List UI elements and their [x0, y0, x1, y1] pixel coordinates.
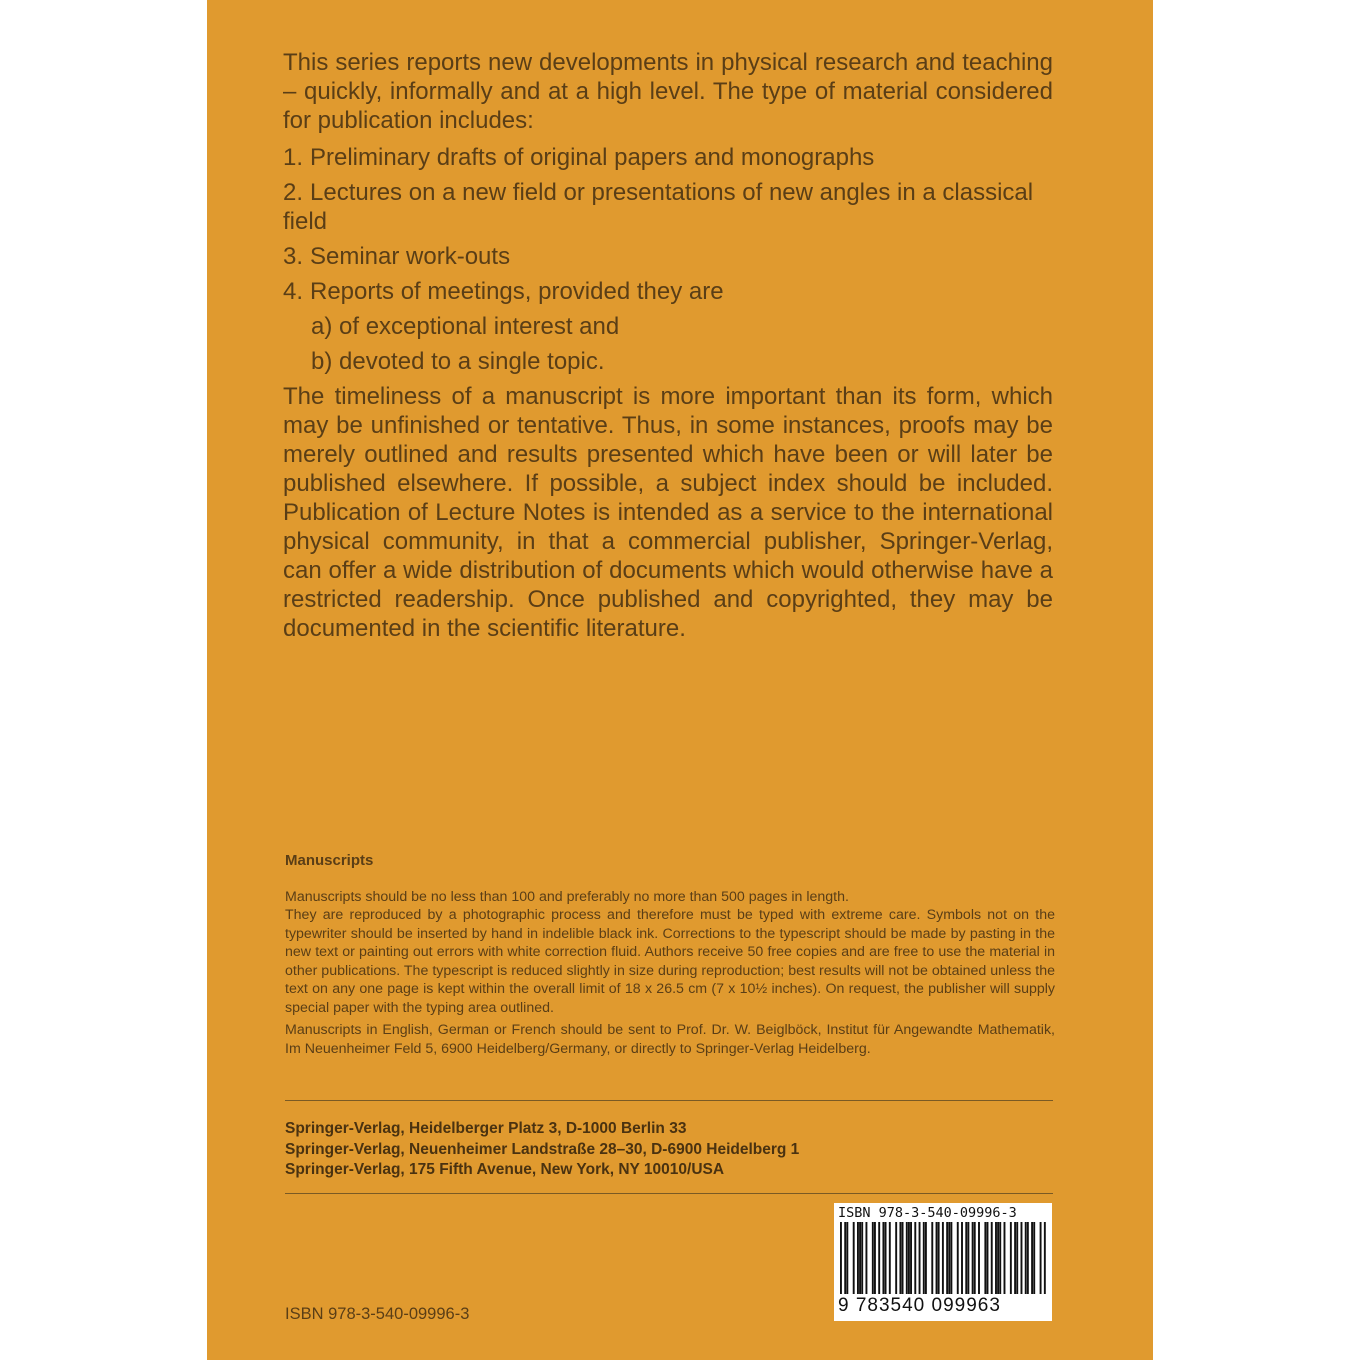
manuscripts-length: Manuscripts should be no less than 100 and preferably no more than 500 pages in length.: [285, 888, 849, 905]
barcode-bar: [984, 1222, 986, 1294]
barcode-bar: [902, 1222, 904, 1294]
list-item: 4. Reports of meetings, provided they are: [283, 278, 724, 305]
barcode-bar: [948, 1222, 950, 1294]
timeliness-paragraph: The timeliness of a manuscript is more important than its form, which may be unfinished or tentative. Thus, in some instances, proofs may be merely outlined and results presented which have been or will later be published elsewhere. If possible, a subject index should be included. Publication of Lecture Notes is intended as a service to the international physical community, in that a commercial publisher, Springer-Verlag, can offer a wide distribution of documents which would otherwise have a restricted readership. Once published and copyrighted, they may be documented in the scientific literature.: [283, 383, 1053, 642]
barcode-bars: [840, 1222, 1046, 1294]
barcode-bar: [919, 1222, 921, 1294]
barcode-bar: [957, 1222, 959, 1294]
barcode-bar: [1010, 1222, 1012, 1294]
barcode-bar: [961, 1222, 963, 1294]
barcode: [834, 1203, 1052, 1321]
barcode-bar: [910, 1222, 912, 1294]
barcode-bar: [846, 1222, 848, 1294]
barcode-bar: [1014, 1222, 1016, 1294]
divider: [285, 1193, 1053, 1194]
barcode-bar: [950, 1222, 952, 1294]
barcode-bar: [967, 1222, 969, 1294]
list-item: 3. Seminar work-outs: [283, 243, 511, 270]
barcode-bar: [874, 1222, 876, 1294]
sublist-item: b) devoted to a single topic.: [311, 348, 605, 375]
barcode-bar: [865, 1222, 867, 1294]
barcode-bar: [885, 1222, 887, 1294]
barcode-bar: [899, 1222, 901, 1294]
address-line: Springer-Verlag, 175 Fifth Avenue, New York, NY 10010/USA: [285, 1161, 725, 1178]
material-list: [283, 143, 1053, 306]
barcode-bar: [859, 1222, 861, 1294]
barcode-bar: [925, 1222, 927, 1294]
manuscripts-heading: Manuscripts: [285, 852, 374, 869]
address-line: Springer-Verlag, Neuenheimer Landstraße 28–30, D-6900 Heidelberg 1: [285, 1140, 800, 1158]
barcode-bar: [1040, 1222, 1042, 1294]
barcode-bar: [840, 1222, 842, 1294]
barcode-bar: [923, 1222, 925, 1294]
barcode-bar: [995, 1222, 997, 1294]
barcode-bar: [991, 1222, 993, 1294]
isbn-text: ISBN 978-3-540-09996-3: [285, 1305, 470, 1323]
barcode-bar: [938, 1222, 940, 1294]
barcode-bar: [908, 1222, 910, 1294]
barcode-bar: [931, 1222, 933, 1294]
sublist-item: a) of exceptional interest and: [311, 313, 620, 340]
barcode-bar: [872, 1222, 874, 1294]
barcode-bar: [861, 1222, 863, 1294]
barcode-isbn-label: ISBN 978-3-540-09996-3: [838, 1205, 1017, 1221]
barcode-bar: [844, 1222, 846, 1294]
barcode-bar: [882, 1222, 884, 1294]
barcode-bar: [1027, 1222, 1029, 1294]
barcode-bar: [1033, 1222, 1035, 1294]
barcode-bar: [997, 1222, 999, 1294]
barcode-bar: [906, 1222, 908, 1294]
barcode-bar: [914, 1222, 916, 1294]
barcode-bar: [857, 1222, 859, 1294]
barcode-bar: [853, 1222, 855, 1294]
barcode-bar: [878, 1222, 880, 1294]
barcode-bar: [1004, 1222, 1006, 1294]
manuscripts-submission: Manuscripts in English, German or French should be sent to Prof. Dr. W. Beiglböck, Institut für Angewandte Mathematik, Im Neuenheimer Feld 5, 6900 Heidelberg/Germany, or directly to Springer-Verlag Heidelberg.: [285, 1022, 1055, 1057]
barcode-bar: [936, 1222, 938, 1294]
divider: [285, 1100, 1053, 1101]
list-item: 2. Lectures on a new field or presentations of new angles in a classical field: [283, 179, 1034, 235]
barcode-bar: [1021, 1222, 1023, 1294]
barcode-bar: [1025, 1222, 1027, 1294]
barcode-bar: [974, 1222, 976, 1294]
barcode-bar: [1031, 1222, 1033, 1294]
barcode-bar: [942, 1222, 944, 1294]
manuscripts-section: [285, 852, 1055, 1062]
list-item: 1. Preliminary drafts of original papers and monographs: [283, 144, 875, 171]
series-description: [283, 48, 1053, 643]
manuscripts-instructions: They are reproduced by a photographic process and therefore must be typed with extreme care. Symbols not on the typewriter should be inserted by hand in indelible black ink. Corrections to the typescript should be made by pasting in the new text or painting out errors with white correction fluid. Authors receive 50 free copies and are free to use the material in other publications. The typescript is reduced slightly in size during reproduction; best results will not be obtained unless the text on any one page is kept within the overall limit of 18 x 26.5 cm (7 x 10½ inches). On request, the publisher will supply special paper with the typing area outlined.: [285, 907, 1055, 1016]
intro-paragraph: This series reports new developments in physical research and teaching – quickly, informally and at a high level. The type of material considered for publication includes:: [283, 49, 1053, 134]
address-line: Springer-Verlag, Heidelberger Platz 3, D-1000 Berlin 33: [285, 1120, 687, 1137]
barcode-bar: [1016, 1222, 1018, 1294]
barcode-bar: [987, 1222, 989, 1294]
barcode-bar: [946, 1222, 948, 1294]
barcode-bar: [978, 1222, 980, 1294]
barcode-digits: 9 783540 099963: [838, 1295, 1001, 1316]
barcode-bar: [895, 1222, 897, 1294]
publisher-addresses: [285, 1119, 1055, 1181]
barcode-bar: [972, 1222, 974, 1294]
barcode-bar: [965, 1222, 967, 1294]
barcode-bar: [999, 1222, 1001, 1294]
barcode-bar: [1044, 1222, 1046, 1294]
barcode-bar: [889, 1222, 891, 1294]
